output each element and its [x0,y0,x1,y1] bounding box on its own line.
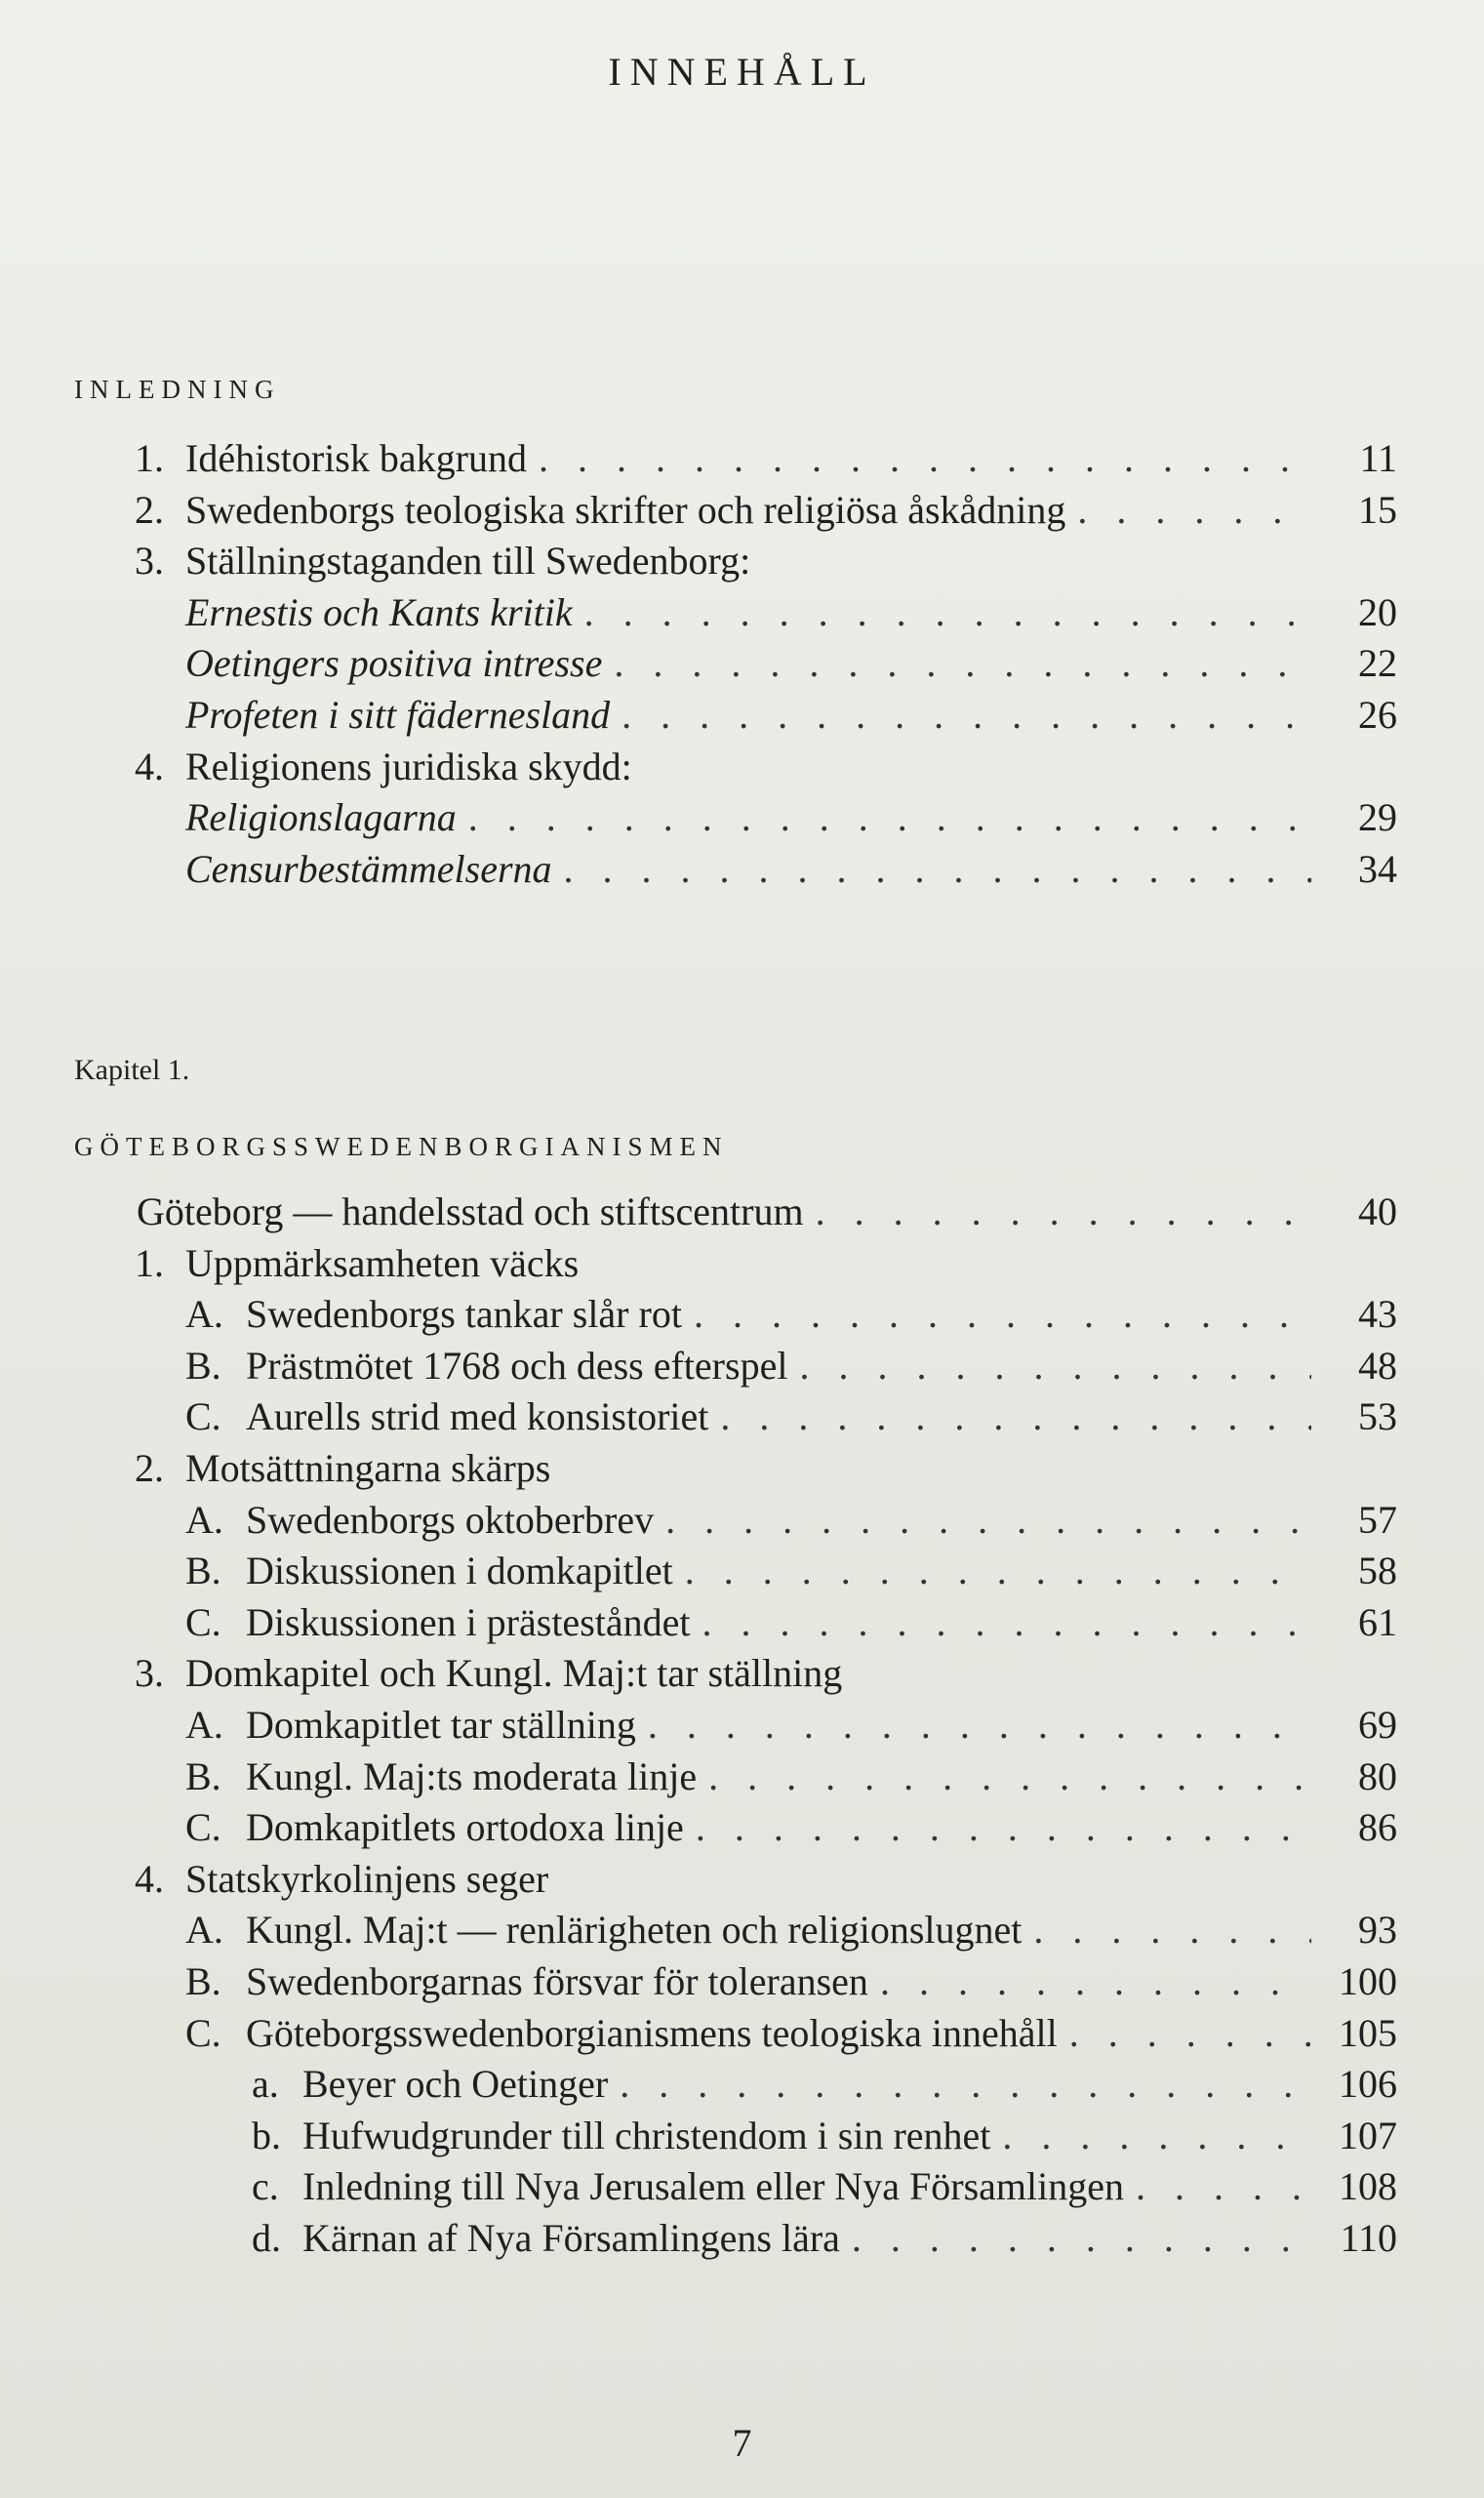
toc-entry [252,2111,1397,2161]
chapter-label: Kapitel 1. [74,1054,190,1086]
toc-entry-page: 40 [1358,1189,1397,1233]
toc-entry-page: 106 [1339,2062,1397,2107]
toc-entry-title: Uppmärksamheten väcks [185,1240,580,1285]
toc-entry-title: Censurbestämmelserna [185,846,552,891]
toc-entry-page: 26 [1358,693,1397,737]
toc-entry-title: Profeten i sitt fädernesland [185,693,611,737]
toc-entry-title: Kungl. Maj:t — renlärigheten och religionslugnet [246,1908,1023,1953]
toc-entry-number: B. [185,1753,221,1798]
toc-entry-number: 3. [135,539,164,584]
toc-entry [185,1546,1397,1596]
toc-entry-page: 69 [1358,1703,1397,1747]
toc-entry-title: Kärnan af Nya Församlingens lära [302,2216,840,2260]
toc-entry-title: Swedenborgs oktoberbrev [246,1497,655,1542]
toc-entry-title: Swedenborgs teologiska skrifter och religiösa åskådning [185,487,1066,532]
toc-entry-title: Diskussionen i prästeståndet [246,1599,691,1644]
toc-entry-page: 100 [1339,1959,1397,2003]
toc-entry-title: Ställningstaganden till Swedenborg: [185,539,751,584]
toc-entry [185,844,1397,895]
toc-entry [252,2213,1397,2264]
toc-entry-page: 53 [1358,1394,1397,1439]
toc-entry [137,1187,1397,1237]
section-heading-goteborg: GÖTEBORGSSWEDENBORGIANISMEN [74,1132,729,1161]
toc-entry [185,1802,1397,1853]
dot-leader [880,1956,1311,2007]
toc-entry-page: 107 [1339,2113,1397,2157]
toc-entry-number: C. [185,1599,221,1644]
toc-entry [135,1443,1397,1494]
toc-entry-title: Religionslagarna [185,795,457,840]
toc-entry-number: 1. [135,436,164,480]
toc-entry [185,638,1397,689]
dot-leader [648,1700,1311,1751]
toc-entry-page: 34 [1358,846,1397,891]
dot-leader [694,1289,1311,1340]
toc-entry [135,1648,1397,1699]
section-heading-inledning: INLEDNING [74,375,281,404]
toc-entry-number: A. [185,1497,223,1542]
toc-entry-title: Kungl. Maj:ts moderata linje [246,1753,698,1798]
toc-entry-page: 61 [1358,1599,1397,1644]
toc-entry-number: 4. [135,744,164,788]
toc-entry-number: B. [185,1549,221,1593]
toc-entry-title: Beyer och Oetinger [302,2062,609,2107]
toc-entry [185,1341,1397,1391]
toc-entry-title: Swedenborgarnas försvar för toleransen [246,1959,868,2003]
toc-entry-title: Domkapitel och Kungl. Maj:t tar ställning [185,1651,843,1696]
toc-entry [185,587,1397,638]
toc-entry-page: 57 [1358,1497,1397,1542]
toc-entry-number: 4. [135,1856,164,1901]
dot-leader [1136,2161,1311,2212]
toc-entry-title: Domkapitlets ortodoxa linje [246,1805,684,1850]
toc-entry-title: Motsättningarna skärps [185,1446,551,1490]
dot-leader [665,1495,1311,1546]
toc-entry-number: 2. [135,487,164,532]
toc-entry-title: Hufwudgrunder till christendom i sin renhet [302,2113,991,2157]
toc-entry-page: 80 [1358,1753,1397,1798]
toc-entry [185,1752,1397,1802]
toc-entry-page: 58 [1358,1549,1397,1593]
toc-entry-page: 22 [1358,641,1397,686]
toc-entry [135,536,1397,586]
toc-entry [135,1238,1397,1289]
toc-entry [185,792,1397,843]
toc-entry-number: 2. [135,1446,164,1490]
toc-entry [185,690,1397,741]
toc-entry-number: c. [252,2164,279,2209]
dot-leader [584,587,1311,638]
toc-entry-page: 86 [1358,1805,1397,1850]
dot-leader [1002,2111,1311,2161]
toc-entry-page: 48 [1358,1343,1397,1388]
toc-entry-number: B. [185,1959,221,2003]
toc-entry [185,1289,1397,1340]
toc-entry [135,433,1397,484]
toc-entry-title: Statskyrkolinjens seger [185,1856,549,1901]
toc-entry-page: 11 [1359,436,1397,480]
toc-entry [185,1391,1397,1442]
toc-entry-number: C. [185,1394,221,1439]
toc-entry-page: 43 [1358,1292,1397,1337]
dot-leader [799,1341,1311,1391]
toc-entry-page: 108 [1339,2164,1397,2209]
dot-leader [816,1187,1311,1237]
toc-entry-title: Diskussionen i domkapitlet [246,1549,673,1593]
toc-entry [185,1597,1397,1648]
toc-entry-title: Ernestis och Kants kritik [185,589,573,634]
dot-leader [696,1802,1311,1853]
toc-entry-title: Swedenborgs tankar slår rot [246,1292,682,1337]
toc-entry [252,2161,1397,2212]
toc-entry-title: Göteborg — handelsstad och stiftscentrum [137,1189,804,1233]
dot-leader [564,844,1311,895]
dot-leader [620,2059,1311,2110]
toc-entry-page: 110 [1340,2216,1397,2260]
page-number: 7 [732,2421,752,2465]
dot-leader [1069,2008,1311,2059]
toc-entry-number: d. [252,2216,281,2260]
dot-leader [708,1752,1311,1802]
toc-entry-title: Domkapitlet tar ställning [246,1703,636,1747]
toc-entry [185,1956,1397,2007]
toc-entry-title: Aurells strid med konsistoriet [246,1394,709,1439]
toc-entry-number: a. [252,2062,279,2107]
dot-leader [1077,485,1311,536]
toc-entry-page: 20 [1358,589,1397,634]
toc-entry-number: A. [185,1908,223,1953]
dot-leader [702,1597,1312,1648]
toc-entry-number: B. [185,1343,221,1388]
dot-leader [685,1546,1311,1596]
toc-entry [135,742,1397,792]
toc-entry-title: Prästmötet 1768 och dess efterspel [246,1343,788,1388]
toc-entry [185,1495,1397,1546]
dot-leader [852,2213,1311,2264]
toc-entry-title: Idéhistorisk bakgrund [185,436,527,480]
toc-entry-page: 29 [1358,795,1397,840]
toc-entry-number: A. [185,1292,223,1337]
toc-entry [185,1905,1397,1955]
toc-entry-page: 93 [1358,1908,1397,1953]
toc-entry-number: C. [185,2010,221,2055]
toc-entry [135,485,1397,536]
dot-leader [614,638,1311,689]
toc-entry-title: Göteborgsswedenborgianismens teologiska innehåll [246,2010,1058,2055]
toc-entry-page: 105 [1339,2010,1397,2055]
toc-entry-number: b. [252,2113,281,2157]
toc-entry [185,2008,1397,2059]
toc-entry [185,1700,1397,1751]
dot-leader [468,792,1311,843]
toc-entry-number: 1. [135,1240,164,1285]
toc-entry-number: C. [185,1805,221,1850]
dot-leader [539,433,1311,484]
toc-entry [252,2059,1397,2110]
toc-entry-title: Inledning till Nya Jerusalem eller Nya Församlingen [302,2164,1125,2209]
toc-entry [135,1854,1397,1905]
dot-leader [622,690,1311,741]
page-title: INNEHÅLL [608,50,876,94]
toc-entry-title: Religionens juridiska skydd: [185,744,632,788]
dot-leader [1033,1905,1311,1955]
dot-leader [720,1391,1311,1442]
toc-entry-number: A. [185,1703,223,1747]
toc-entry-number: 3. [135,1651,164,1696]
toc-entry-title: Oetingers positiva intresse [185,641,603,686]
toc-entry-page: 15 [1358,487,1397,532]
